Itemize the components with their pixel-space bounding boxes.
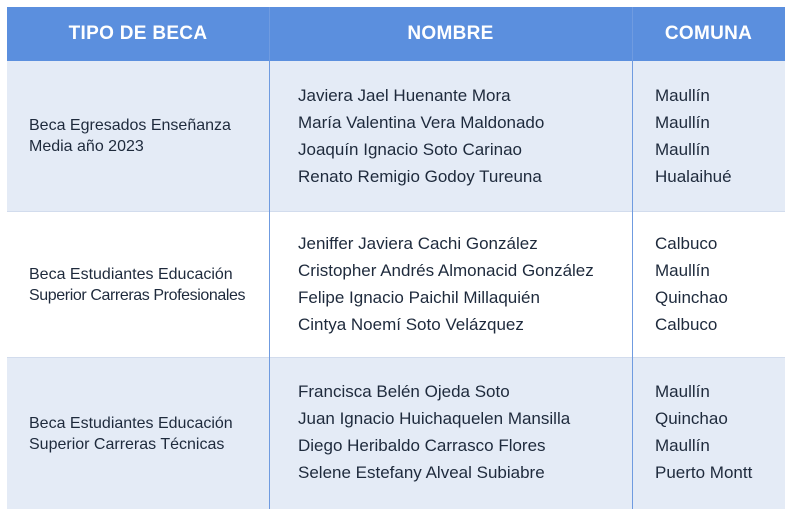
nombre-cell: Joaquín Ignacio Soto Carinao [298,140,522,159]
table-header [7,7,785,61]
comuna-cell: Maullín [655,436,710,455]
nombre-cell: Felipe Ignacio Paichil Millaquién [298,288,540,307]
nombre-cell: Cristopher Andrés Almonacid González [298,261,594,280]
nombre-cell: Juan Ignacio Huichaquelen Mansilla [298,409,571,428]
comuna-cell: Maullín [655,86,710,105]
tipo-cell: Beca Egresados Enseñanza Media año 2023 [29,117,231,155]
nombre-cell: Diego Heribaldo Carrasco Flores [298,436,546,455]
nombre-list [298,82,544,190]
tipo-cell: Beca Estudiantes Educación Superior Carreras Técnicas [29,414,233,453]
comuna-list [655,82,732,190]
column-divider [269,7,270,509]
header-tipo: TIPO DE BECA [68,23,208,44]
comuna-list [655,378,752,486]
header-nombre: NOMBRE [407,23,494,44]
table-row-group-3 [7,358,785,509]
comuna-cell: Quinchao [655,288,728,307]
comuna-list [655,230,728,338]
nombre-list [298,378,570,486]
comuna-cell: Maullín [655,113,710,132]
nombre-cell: María Valentina Vera Maldonado [298,113,545,132]
nombre-list [298,230,594,338]
nombre-cell: Cintya Noemí Soto Velázquez [298,315,524,334]
table-row-group-1 [7,61,785,211]
header-comuna: COMUNA [664,23,753,44]
nombre-cell: Jeniffer Javiera Cachi González [298,234,538,253]
nombre-cell: Francisca Belén Ojeda Soto [298,382,510,401]
comuna-cell: Hualaihué [655,167,732,186]
nombre-cell: Selene Estefany Alveal Subiabre [298,463,545,482]
becas-table [7,7,785,509]
column-divider [632,7,633,509]
tipo-cell: Beca Estudiantes Educación Superior Carreras Profesionales [29,265,246,304]
comuna-cell: Maullín [655,140,710,159]
nombre-cell: Javiera Jael Huenante Mora [298,86,511,105]
comuna-cell: Maullín [655,382,710,401]
comuna-cell: Maullín [655,261,710,280]
comuna-cell: Quinchao [655,409,728,428]
comuna-cell: Puerto Montt [655,463,753,482]
table-row-group-2 [7,212,785,357]
comuna-cell: Calbuco [655,315,718,334]
comuna-cell: Calbuco [655,234,718,253]
nombre-cell: Renato Remigio Godoy Tureuna [298,167,542,186]
